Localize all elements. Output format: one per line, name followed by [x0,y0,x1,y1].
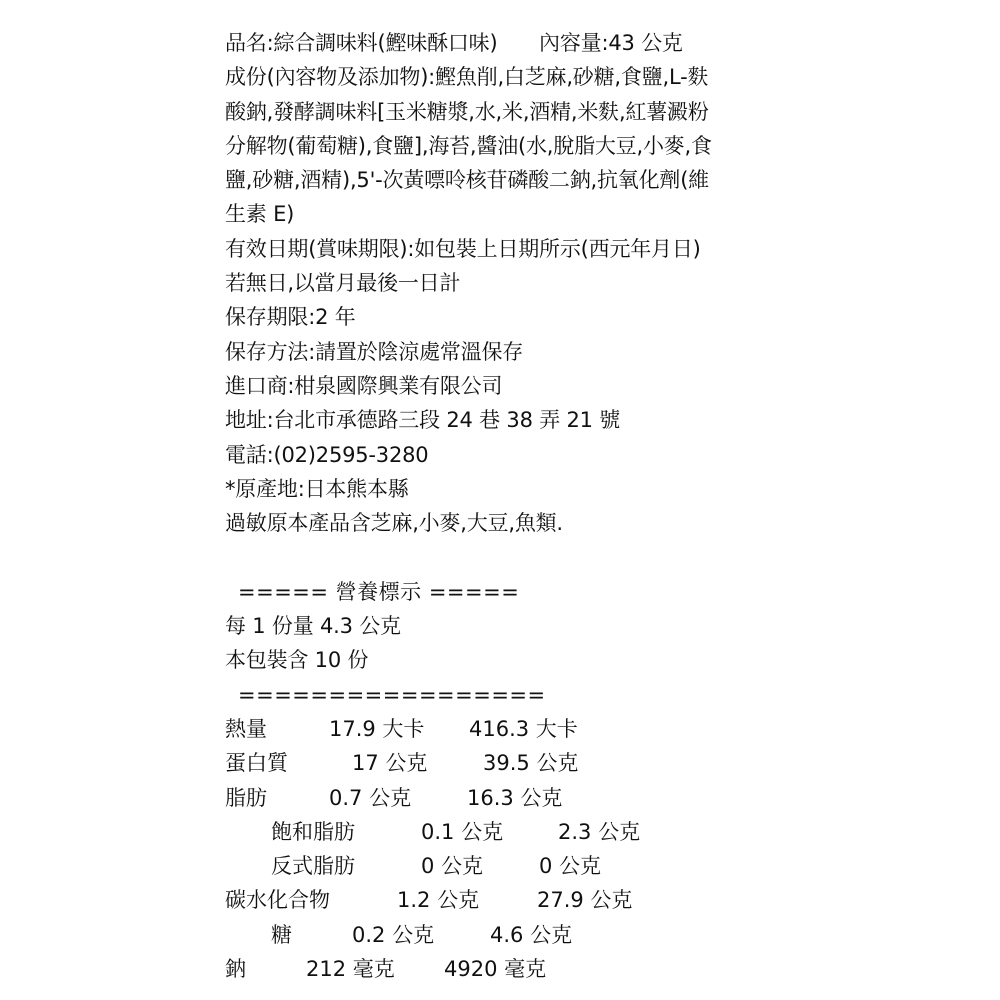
per-serving-value: 0.2 公克 [352,922,435,947]
nutrition-row-sugar [225,918,765,952]
per-serving-value: 0.1 公克 [421,819,504,844]
nutrition-row-trans-fat [225,849,765,883]
nutrition-header: ===== 營養標示 ===== [238,579,520,604]
nutrient-name: 反式脂肪 [271,854,355,879]
per-package-value: 416.3 大卡 [469,716,578,741]
nutrition-divider: ================= [238,682,546,707]
per-serving-value: 212 毫克 [306,957,395,982]
nutrition-row-fat [225,781,765,815]
servings-per-package: 本包裝含 10 份 [225,648,369,673]
per-package-value: 4.6 公克 [490,922,573,947]
per-package-value: 2.3 公克 [558,819,641,844]
expiry-date-line: 有效日期(賞味期限):如包裝上日期所示(西元年月日) [225,236,701,261]
nutrient-name: 脂肪 [225,785,267,810]
per-package-value: 16.3 公克 [467,785,563,810]
ingredients-line-4: 鹽,砂糖,酒精),5'-次黃嘌呤核苷磷酸二鈉,抗氧化劑(維 [225,168,709,193]
nutrient-name: 鈉 [225,957,246,982]
per-serving-value: 1.2 公克 [397,888,480,913]
address-line: 地址:台北市承德路三段 24 巷 38 弄 21 號 [225,408,621,433]
per-package-value: 0 公克 [539,854,602,879]
ingredients-line-3: 分解物(葡萄糖),食鹽],海苔,醬油(水,脫脂大豆,小麥,食 [225,133,712,158]
per-package-value: 27.9 公克 [537,888,633,913]
nutrition-row-saturated-fat [225,815,765,849]
expiry-note-line: 若無日,以當月最後一日計 [225,271,461,296]
per-serving-value: 17 公克 [352,751,428,776]
per-serving-value: 17.9 大卡 [329,716,425,741]
nutrition-row-sodium [225,952,765,986]
nutrient-name: 飽和脂肪 [271,819,355,844]
ingredients-line-2: 酸鈉,發酵調味料[玉米糖漿,水,米,酒精,米麩,紅薯澱粉 [225,99,709,124]
origin-line: *原產地:日本熊本縣 [225,476,409,501]
serving-size: 每 1 份量 4.3 公克 [225,614,401,639]
nutrient-name: 熱量 [225,716,267,741]
importer-line: 進口商:柑泉國際興業有限公司 [225,373,503,398]
per-package-value: 39.5 公克 [483,751,579,776]
per-serving-value: 0.7 公克 [329,785,412,810]
ingredients-line-5: 生素 E) [225,202,295,227]
nutrition-row-protein [225,746,765,780]
nutrition-row-carbohydrate [225,883,765,917]
allergen-line: 過敏原本產品含芝麻,小麥,大豆,魚類. [225,511,563,536]
phone-line: 電話:(02)2595-3280 [225,442,429,467]
spacer [225,540,765,574]
nutrient-name: 蛋白質 [225,751,288,776]
nutrition-facts [225,575,765,987]
ingredients-line-1: 成份(內容物及添加物):鰹魚削,白芝麻,砂糖,食鹽,L-麩 [225,65,709,90]
product-label [225,26,765,986]
shelf-life-line: 保存期限:2 年 [225,305,356,330]
nutrient-name: 糖 [271,922,292,947]
nutrition-row-calories [225,712,765,746]
per-package-value: 4920 毫克 [444,957,547,982]
storage-method-line: 保存方法:請置於陰涼處常溫保存 [225,339,524,364]
product-info-block [225,26,765,540]
nutrient-name: 碳水化合物 [225,888,330,913]
product-name-line: 品名:綜合調味料(鰹味酥口味) 內容量:43 公克 [225,31,683,55]
per-serving-value: 0 公克 [421,854,484,879]
